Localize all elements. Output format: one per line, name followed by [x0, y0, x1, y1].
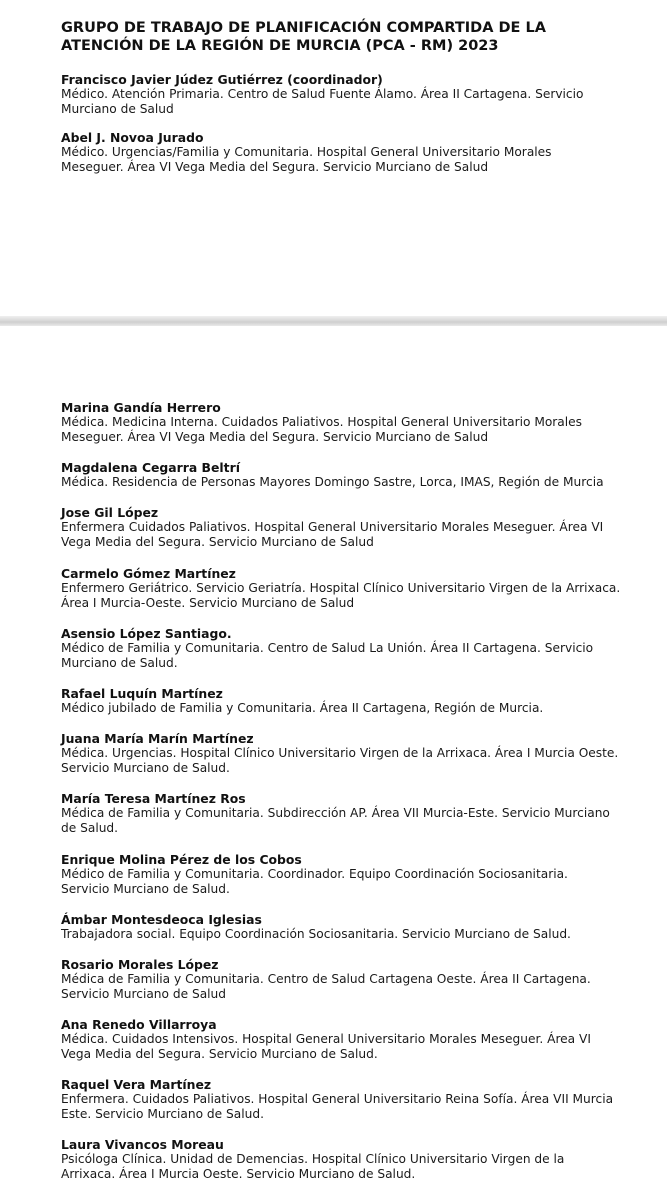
member-description-line: Arrixaca. Área I Murcia Oeste. Servicio Murciano de Salud. — [61, 1167, 416, 1182]
member-description-line: Médica de Familia y Comunitaria. Centro de Salud Cartagena Oeste. Área II Cartagena. — [61, 971, 591, 986]
member-description-line: Servicio Murciano de Salud — [61, 986, 227, 1001]
member-entry — [61, 731, 657, 776]
member-entry — [61, 400, 657, 445]
member-description-line: Médica. Residencia de Personas Mayores Domingo Sastre, Lorca, IMAS, Región de Murcia — [61, 475, 604, 490]
member-description-line: Enfermera Cuidados Paliativos. Hospital General Universitario Morales Meseguer. Área VI — [61, 520, 604, 535]
member-name: Raquel Vera Martínez — [61, 1077, 212, 1093]
member-description-line: Médica. Cuidados Intensivos. Hospital General Universitario Morales Meseguer. Área VI — [61, 1032, 591, 1047]
member-name: Jose Gil López — [61, 505, 159, 521]
member-entry — [61, 566, 657, 611]
document-title — [61, 19, 651, 55]
member-description-line: Vega Media del Segura. Servicio Murciano de Salud. — [61, 1047, 378, 1062]
member-description-line: Médica. Urgencias. Hospital Clínico Universitario Virgen de la Arrixaca. Área I Murcia Oeste. — [61, 746, 619, 761]
member-description-line: Vega Media del Segura. Servicio Murciano de Salud — [61, 535, 374, 550]
member-description-line: Enfermera. Cuidados Paliativos. Hospital General Universitario Reina Sofía. Área VII Murcia — [61, 1092, 614, 1107]
member-entry — [61, 686, 657, 716]
member-description-line: Servicio Murciano de Salud. — [61, 881, 230, 896]
document-title-line: ATENCIÓN DE LA REGIÓN DE MURCIA (PCA - RM) 2023 — [61, 38, 499, 54]
member-entry — [61, 72, 657, 117]
member-name: Ana Renedo Villarroya — [61, 1017, 217, 1033]
member-description-line: Médico de Familia y Comunitaria. Coordinador. Equipo Coordinación Sociosanitaria. — [61, 866, 568, 881]
member-name: Magdalena Cegarra Beltrí — [61, 460, 240, 476]
member-list-top — [61, 72, 657, 188]
member-entry — [61, 791, 657, 836]
member-description-line: Área I Murcia-Oeste. Servicio Murciano de Salud — [61, 595, 355, 610]
member-entry — [61, 130, 657, 175]
member-entry — [61, 852, 657, 897]
member-entry — [61, 626, 657, 671]
member-description-line: Médico de Familia y Comunitaria. Centro de Salud La Unión. Área II Cartagena. Servicio — [61, 640, 594, 655]
member-description-line: Médica de Familia y Comunitaria. Subdirección AP. Área VII Murcia-Este. Servicio Murciano — [61, 806, 610, 821]
member-name: Carmelo Gómez Martínez — [61, 565, 236, 581]
member-entry — [61, 1077, 657, 1122]
member-name: Abel J. Novoa Jurado — [61, 130, 204, 145]
member-name: Rosario Morales López — [61, 956, 219, 972]
member-description-line: Servicio Murciano de Salud. — [61, 761, 230, 776]
member-description-line: Médico. Urgencias/Familia y Comunitaria. Hospital General Universitario Morales — [61, 145, 552, 159]
member-description-line: Murciano de Salud. — [61, 655, 178, 670]
member-name: Enrique Molina Pérez de los Cobos — [61, 851, 302, 867]
member-description-line: Médica. Medicina Interna. Cuidados Paliativos. Hospital General Universitario Morales — [61, 415, 583, 429]
member-description-line: Médico jubilado de Familia y Comunitaria. Área II Cartagena, Región de Murcia. — [61, 700, 544, 715]
member-name: Francisco Javier Júdez Gutiérrez (coordinador) — [61, 72, 383, 87]
member-name: Juana María Marín Martínez — [61, 731, 254, 747]
document-title-line: GRUPO DE TRABAJO DE PLANIFICACIÓN COMPARTIDA DE LA — [61, 20, 546, 36]
member-entry — [61, 957, 657, 1002]
member-name: Ámbar Montesdeoca Iglesias — [61, 911, 262, 927]
member-entry — [61, 912, 657, 942]
member-name: Laura Vivancos Moreau — [61, 1137, 224, 1153]
member-entry — [61, 505, 657, 550]
member-name: María Teresa Martínez Ros — [61, 791, 246, 807]
member-description-line: Meseguer. Área VI Vega Media del Segura. Servicio Murciano de Salud — [61, 160, 489, 174]
member-description-line: Este. Servicio Murciano de Salud. — [61, 1107, 264, 1122]
member-description-line: Enfermero Geriátrico. Servicio Geriatría. Hospital Clínico Universitario Virgen de la Arrixaca. — [61, 580, 621, 595]
member-name: Asensio López Santiago. — [61, 625, 232, 641]
member-entry — [61, 1137, 657, 1182]
member-name: Rafael Luquín Martínez — [61, 685, 223, 701]
member-description-line: Murciano de Salud — [61, 102, 174, 116]
member-description-line: Psicóloga Clínica. Unidad de Demencias. Hospital Clínico Universitario Virgen de la — [61, 1152, 565, 1167]
member-description-line: Trabajadora social. Equipo Coordinación Sociosanitaria. Servicio Murciano de Salud. — [61, 926, 571, 941]
member-list-bottom — [61, 400, 657, 1198]
member-entry — [61, 460, 657, 490]
member-description-line: Médico. Atención Primaria. Centro de Salud Fuente Álamo. Área II Cartagena. Servicio — [61, 87, 584, 101]
member-description-line: Meseguer. Área VI Vega Media del Segura. Servicio Murciano de Salud — [61, 430, 489, 444]
page-separator — [0, 316, 667, 326]
member-description-line: de Salud. — [61, 821, 119, 836]
member-name: Marina Gandía Herrero — [61, 400, 221, 415]
member-entry — [61, 1017, 657, 1062]
